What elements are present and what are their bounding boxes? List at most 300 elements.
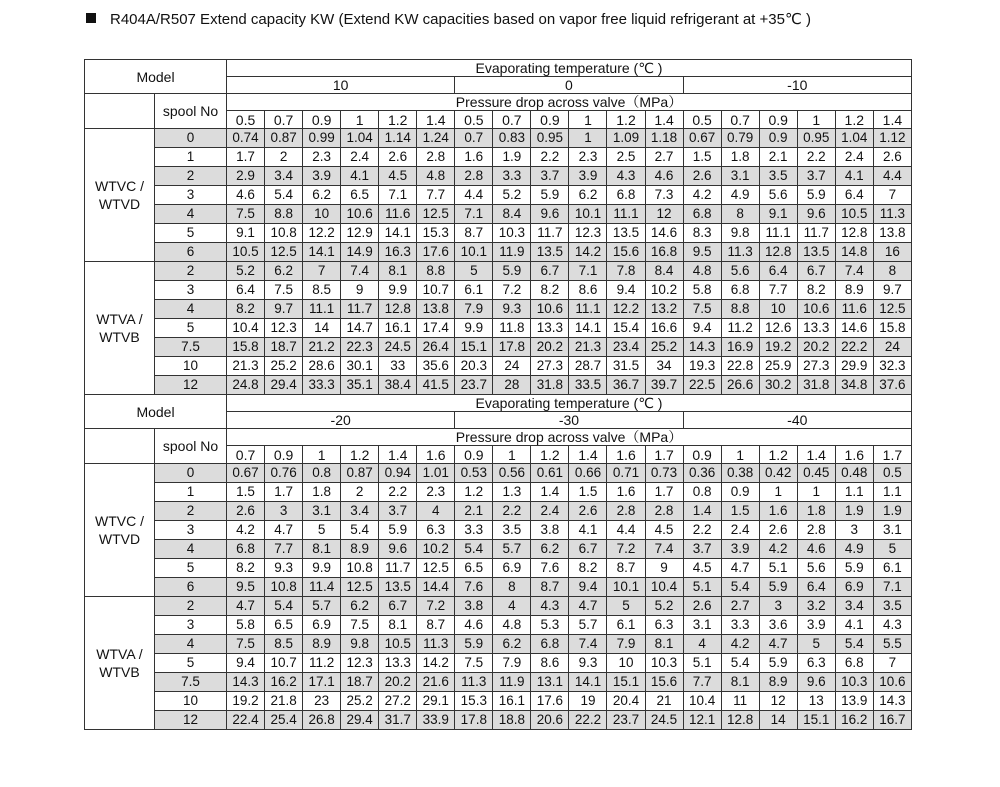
spool-number: 4 <box>155 635 227 654</box>
capacity-value: 2.7 <box>721 597 759 616</box>
capacity-value: 4.3 <box>607 167 645 186</box>
capacity-value: 1.1 <box>835 483 873 502</box>
capacity-value: 19.2 <box>759 338 797 357</box>
capacity-value: 23.7 <box>607 711 645 730</box>
capacity-value: 5.4 <box>835 635 873 654</box>
capacity-value: 9.4 <box>683 319 721 338</box>
capacity-value: 4.6 <box>645 167 683 186</box>
capacity-value: 10.2 <box>645 281 683 300</box>
pressure-value: 0.7 <box>227 446 265 464</box>
capacity-value: 10.1 <box>455 243 493 262</box>
capacity-value: 0.53 <box>455 464 493 483</box>
blank-cell <box>85 94 155 129</box>
capacity-value: 1.14 <box>379 129 417 148</box>
capacity-value: 7.8 <box>607 262 645 281</box>
evap-temp-value: 0 <box>455 77 683 94</box>
spool-number: 12 <box>155 711 227 730</box>
capacity-value: 2.3 <box>569 148 607 167</box>
capacity-value: 0.8 <box>303 464 341 483</box>
capacity-value: 7.6 <box>455 578 493 597</box>
capacity-value: 7.1 <box>873 578 911 597</box>
capacity-value: 11.1 <box>569 300 607 319</box>
pressure-value: 1.4 <box>645 111 683 129</box>
pressure-value: 1 <box>569 111 607 129</box>
capacity-value: 1.7 <box>645 483 683 502</box>
capacity-value: 24.5 <box>379 338 417 357</box>
capacity-value: 5.7 <box>493 540 531 559</box>
header-row-pressure <box>85 94 912 111</box>
capacity-value: 9.6 <box>379 540 417 559</box>
capacity-value: 11.4 <box>303 578 341 597</box>
capacity-value: 4.7 <box>265 521 303 540</box>
capacity-value: 0.76 <box>265 464 303 483</box>
pressure-value: 1.6 <box>417 446 455 464</box>
capacity-value: 12.5 <box>265 243 303 262</box>
capacity-value: 22.5 <box>683 376 721 395</box>
capacity-value: 41.5 <box>417 376 455 395</box>
capacity-value: 8.2 <box>797 281 835 300</box>
pressure-value: 0.9 <box>265 446 303 464</box>
capacity-value: 8.6 <box>569 281 607 300</box>
capacity-value: 8.4 <box>645 262 683 281</box>
capacity-value: 9.1 <box>227 224 265 243</box>
pressure-value: 1 <box>341 111 379 129</box>
capacity-value: 8.8 <box>721 300 759 319</box>
capacity-value: 7.7 <box>265 540 303 559</box>
capacity-value: 1.7 <box>265 483 303 502</box>
capacity-value: 3.8 <box>455 597 493 616</box>
capacity-value: 4.1 <box>569 521 607 540</box>
capacity-value: 9 <box>341 281 379 300</box>
capacity-value: 0.42 <box>759 464 797 483</box>
spool-number: 10 <box>155 357 227 376</box>
capacity-value: 17.4 <box>417 319 455 338</box>
capacity-value: 16.8 <box>645 243 683 262</box>
model-group-label: WTVC / WTVD <box>85 464 155 597</box>
capacity-value: 27.3 <box>797 357 835 376</box>
capacity-value: 4.7 <box>227 597 265 616</box>
pressure-value: 1.2 <box>759 446 797 464</box>
capacity-value: 5.2 <box>493 186 531 205</box>
capacity-value: 32.3 <box>873 357 911 376</box>
capacity-value: 5.1 <box>683 654 721 673</box>
capacity-value: 33.5 <box>569 376 607 395</box>
capacity-value: 2.5 <box>607 148 645 167</box>
capacity-value: 0.73 <box>645 464 683 483</box>
capacity-value: 10.8 <box>265 224 303 243</box>
capacity-value: 10.4 <box>683 692 721 711</box>
capacity-value: 17.1 <box>303 673 341 692</box>
capacity-value: 2.2 <box>379 483 417 502</box>
capacity-value: 11.6 <box>835 300 873 319</box>
pressure-value: 0.7 <box>265 111 303 129</box>
capacity-value: 3.1 <box>721 167 759 186</box>
capacity-value: 25.2 <box>645 338 683 357</box>
capacity-value: 3.7 <box>797 167 835 186</box>
capacity-value: 6.3 <box>645 616 683 635</box>
capacity-value: 14.3 <box>683 338 721 357</box>
capacity-value: 9.7 <box>873 281 911 300</box>
capacity-value: 13.5 <box>797 243 835 262</box>
pressure-value: 1.4 <box>379 446 417 464</box>
capacity-value: 3.3 <box>721 616 759 635</box>
capacity-value: 14 <box>759 711 797 730</box>
capacity-value: 11.9 <box>493 243 531 262</box>
capacity-value: 8.4 <box>493 205 531 224</box>
capacity-value: 0.67 <box>683 129 721 148</box>
capacity-value: 9 <box>645 559 683 578</box>
capacity-value: 10.8 <box>341 559 379 578</box>
capacity-value: 1.6 <box>759 502 797 521</box>
capacity-value: 5.4 <box>721 578 759 597</box>
capacity-value: 4.7 <box>759 635 797 654</box>
capacity-value: 2.8 <box>607 502 645 521</box>
spool-number: 4 <box>155 205 227 224</box>
spool-number: 4 <box>155 300 227 319</box>
capacity-value: 33.3 <box>303 376 341 395</box>
spool-number: 2 <box>155 597 227 616</box>
capacity-value: 0.36 <box>683 464 721 483</box>
capacity-value: 5 <box>873 540 911 559</box>
capacity-value: 7.7 <box>683 673 721 692</box>
capacity-value: 5.4 <box>265 597 303 616</box>
capacity-value: 11 <box>721 692 759 711</box>
pressure-value: 0.5 <box>227 111 265 129</box>
table-row <box>85 654 912 673</box>
spool-number: 3 <box>155 281 227 300</box>
capacity-value: 26.4 <box>417 338 455 357</box>
capacity-value: 25.2 <box>341 692 379 711</box>
capacity-value: 11.7 <box>341 300 379 319</box>
capacity-value: 10.7 <box>417 281 455 300</box>
pressure-value: 1.4 <box>873 111 911 129</box>
capacity-value: 5.9 <box>759 578 797 597</box>
capacity-value: 0.94 <box>379 464 417 483</box>
capacity-value: 3.4 <box>835 597 873 616</box>
capacity-value: 4 <box>683 635 721 654</box>
pressure-value: 1.4 <box>417 111 455 129</box>
capacity-value: 6.8 <box>683 205 721 224</box>
capacity-value: 9.6 <box>797 673 835 692</box>
capacity-value: 16.2 <box>835 711 873 730</box>
capacity-value: 0.87 <box>341 464 379 483</box>
pressure-value: 1.4 <box>797 446 835 464</box>
capacity-value: 6.2 <box>493 635 531 654</box>
capacity-value: 10.3 <box>645 654 683 673</box>
pressure-value: 0.9 <box>683 446 721 464</box>
capacity-value: 8.5 <box>303 281 341 300</box>
capacity-value: 1 <box>759 483 797 502</box>
capacity-value: 4.6 <box>797 540 835 559</box>
capacity-value: 5.9 <box>835 559 873 578</box>
capacity-value: 3.5 <box>759 167 797 186</box>
capacity-value: 9.3 <box>265 559 303 578</box>
table-row <box>85 300 912 319</box>
capacity-value: 7.4 <box>835 262 873 281</box>
evap-temp-value: -40 <box>683 412 911 429</box>
capacity-value: 12.5 <box>341 578 379 597</box>
capacity-value: 7.4 <box>569 635 607 654</box>
capacity-value: 10.6 <box>531 300 569 319</box>
model-group-label: WTVA / WTVB <box>85 262 155 395</box>
capacity-value: 6.4 <box>835 186 873 205</box>
capacity-value: 0.9 <box>759 129 797 148</box>
capacity-value: 21.8 <box>265 692 303 711</box>
evap-temp-value: -30 <box>455 412 683 429</box>
capacity-value: 22.8 <box>721 357 759 376</box>
capacity-value: 6.8 <box>721 281 759 300</box>
capacity-value: 2.4 <box>531 502 569 521</box>
capacity-value: 2.3 <box>303 148 341 167</box>
capacity-value: 30.1 <box>341 357 379 376</box>
pressure-value: 1.2 <box>607 111 645 129</box>
capacity-value: 10 <box>303 205 341 224</box>
capacity-value: 15.1 <box>455 338 493 357</box>
capacity-value: 13.3 <box>531 319 569 338</box>
capacity-value: 21 <box>645 692 683 711</box>
capacity-value: 6.2 <box>341 597 379 616</box>
capacity-value: 29.1 <box>417 692 455 711</box>
capacity-value: 5.6 <box>797 559 835 578</box>
pressure-value: 1 <box>493 446 531 464</box>
capacity-value: 13 <box>797 692 835 711</box>
capacity-value: 11.3 <box>721 243 759 262</box>
capacity-value: 6.7 <box>797 262 835 281</box>
table-row <box>85 167 912 186</box>
spool-no-header: spool No <box>155 94 227 129</box>
capacity-value: 2.1 <box>759 148 797 167</box>
capacity-value: 25.4 <box>265 711 303 730</box>
capacity-value: 4.6 <box>227 186 265 205</box>
capacity-value: 10.6 <box>797 300 835 319</box>
capacity-value: 5.8 <box>227 616 265 635</box>
capacity-value: 2.8 <box>645 502 683 521</box>
capacity-value: 2.4 <box>341 148 379 167</box>
capacity-value: 28.7 <box>569 357 607 376</box>
spool-number: 0 <box>155 129 227 148</box>
capacity-value: 7.9 <box>607 635 645 654</box>
capacity-value: 3 <box>835 521 873 540</box>
capacity-value: 3.4 <box>341 502 379 521</box>
capacity-value: 0.83 <box>493 129 531 148</box>
capacity-value: 16.2 <box>265 673 303 692</box>
capacity-value: 7.5 <box>265 281 303 300</box>
capacity-value: 14.6 <box>645 224 683 243</box>
capacity-value: 2.4 <box>835 148 873 167</box>
table-row <box>85 281 912 300</box>
spool-number: 0 <box>155 464 227 483</box>
capacity-value: 7 <box>303 262 341 281</box>
spool-number: 3 <box>155 521 227 540</box>
capacity-value: 2.1 <box>455 502 493 521</box>
capacity-value: 11.1 <box>303 300 341 319</box>
pressure-value: 0.5 <box>455 111 493 129</box>
capacity-value: 1.3 <box>493 483 531 502</box>
capacity-value: 8.1 <box>645 635 683 654</box>
capacity-value: 11.9 <box>493 673 531 692</box>
capacity-value: 8.3 <box>683 224 721 243</box>
table-row <box>85 319 912 338</box>
model-group-label: WTVA / WTVB <box>85 597 155 730</box>
capacity-value: 4.7 <box>721 559 759 578</box>
capacity-value: 6.3 <box>797 654 835 673</box>
capacity-value: 2.6 <box>683 167 721 186</box>
capacity-value: 9.3 <box>493 300 531 319</box>
capacity-value: 7.7 <box>759 281 797 300</box>
pressure-value: 0.9 <box>759 111 797 129</box>
capacity-value: 11.8 <box>493 319 531 338</box>
capacity-value: 4.9 <box>721 186 759 205</box>
capacity-value: 0.5 <box>873 464 911 483</box>
capacity-value: 1.5 <box>227 483 265 502</box>
capacity-value: 10.7 <box>265 654 303 673</box>
spool-number: 10 <box>155 692 227 711</box>
capacity-value: 1.24 <box>417 129 455 148</box>
capacity-value: 23.4 <box>607 338 645 357</box>
capacity-value: 7.5 <box>227 635 265 654</box>
capacity-value: 7.1 <box>379 186 417 205</box>
capacity-value: 7 <box>873 186 911 205</box>
capacity-value: 15.1 <box>607 673 645 692</box>
spool-number: 3 <box>155 616 227 635</box>
pressure-value: 0.9 <box>303 111 341 129</box>
capacity-value: 8.1 <box>303 540 341 559</box>
capacity-value: 19.3 <box>683 357 721 376</box>
evap-temp-header: Evaporating temperature (℃ ) <box>227 395 912 412</box>
capacity-value: 35.6 <box>417 357 455 376</box>
capacity-value: 26.8 <box>303 711 341 730</box>
capacity-value: 4.4 <box>873 167 911 186</box>
capacity-value: 3.6 <box>759 616 797 635</box>
spool-number: 7.5 <box>155 673 227 692</box>
capacity-value: 5.4 <box>265 186 303 205</box>
capacity-value: 1.01 <box>417 464 455 483</box>
capacity-value: 8.7 <box>455 224 493 243</box>
capacity-value: 19 <box>569 692 607 711</box>
capacity-value: 6.9 <box>835 578 873 597</box>
capacity-value: 9.7 <box>265 300 303 319</box>
capacity-value: 1.9 <box>835 502 873 521</box>
capacity-value: 38.4 <box>379 376 417 395</box>
evap-temp-value: -10 <box>683 77 911 94</box>
pressure-value: 1.6 <box>607 446 645 464</box>
pressure-value: 1 <box>797 111 835 129</box>
capacity-value: 0.95 <box>797 129 835 148</box>
table-row <box>85 711 912 730</box>
pressure-value: 1.2 <box>531 446 569 464</box>
capacity-value: 5.2 <box>645 597 683 616</box>
capacity-value: 5.5 <box>873 635 911 654</box>
capacity-value: 6.2 <box>265 262 303 281</box>
capacity-value: 36.7 <box>607 376 645 395</box>
capacity-value: 6.5 <box>265 616 303 635</box>
capacity-value: 5.7 <box>303 597 341 616</box>
capacity-value: 5 <box>455 262 493 281</box>
capacity-value: 12.2 <box>303 224 341 243</box>
capacity-value: 7.1 <box>455 205 493 224</box>
capacity-value: 14.3 <box>227 673 265 692</box>
capacity-value: 18.8 <box>493 711 531 730</box>
capacity-value: 0.87 <box>265 129 303 148</box>
capacity-value: 12.8 <box>379 300 417 319</box>
capacity-value: 0.66 <box>569 464 607 483</box>
capacity-value: 27.2 <box>379 692 417 711</box>
capacity-value: 23 <box>303 692 341 711</box>
capacity-value: 3.7 <box>683 540 721 559</box>
capacity-value: 8.8 <box>417 262 455 281</box>
capacity-value: 4.8 <box>417 167 455 186</box>
capacity-value: 22.4 <box>227 711 265 730</box>
capacity-value: 5.6 <box>721 262 759 281</box>
capacity-value: 1 <box>797 483 835 502</box>
capacity-value: 15.8 <box>227 338 265 357</box>
pressure-value: 0.9 <box>531 111 569 129</box>
capacity-value: 13.5 <box>379 578 417 597</box>
capacity-value: 3.2 <box>797 597 835 616</box>
capacity-value: 13.5 <box>607 224 645 243</box>
capacity-value: 2.4 <box>721 521 759 540</box>
capacity-value: 5 <box>303 521 341 540</box>
capacity-value: 4.1 <box>835 167 873 186</box>
pressure-value: 1.7 <box>645 446 683 464</box>
capacity-value: 14.8 <box>835 243 873 262</box>
capacity-value: 11.1 <box>607 205 645 224</box>
capacity-value: 5 <box>607 597 645 616</box>
capacity-value: 22.2 <box>569 711 607 730</box>
capacity-value: 14.6 <box>835 319 873 338</box>
capacity-value: 1.6 <box>455 148 493 167</box>
capacity-value: 9.8 <box>721 224 759 243</box>
capacity-value: 12.2 <box>607 300 645 319</box>
capacity-value: 1.5 <box>569 483 607 502</box>
capacity-value: 4.5 <box>645 521 683 540</box>
pressure-value: 1.2 <box>379 111 417 129</box>
capacity-value: 4.7 <box>569 597 607 616</box>
capacity-value: 3.4 <box>265 167 303 186</box>
capacity-value: 27.3 <box>531 357 569 376</box>
capacity-value: 7.6 <box>531 559 569 578</box>
table-row <box>85 521 912 540</box>
model-group-label: WTVC / WTVD <box>85 129 155 262</box>
capacity-value: 6.5 <box>341 186 379 205</box>
capacity-value: 4.3 <box>531 597 569 616</box>
capacity-value: 6.1 <box>873 559 911 578</box>
table-row <box>85 616 912 635</box>
capacity-value: 0.48 <box>835 464 873 483</box>
capacity-value: 9.4 <box>569 578 607 597</box>
table-row <box>85 464 912 483</box>
table-row <box>85 578 912 597</box>
capacity-value: 31.5 <box>607 357 645 376</box>
capacity-value: 4.4 <box>455 186 493 205</box>
pressure-value: 0.9 <box>455 446 493 464</box>
capacity-value: 10.1 <box>569 205 607 224</box>
header-row-evap <box>85 395 912 412</box>
capacity-value: 12.9 <box>341 224 379 243</box>
capacity-value: 12.8 <box>759 243 797 262</box>
capacity-value: 17.6 <box>417 243 455 262</box>
capacity-value: 3.8 <box>531 521 569 540</box>
capacity-value: 6.9 <box>303 616 341 635</box>
pressure-value: 0.5 <box>683 111 721 129</box>
capacity-value: 1.12 <box>873 129 911 148</box>
capacity-value: 7.9 <box>493 654 531 673</box>
capacity-value: 4.2 <box>721 635 759 654</box>
table-row <box>85 243 912 262</box>
capacity-value: 9.6 <box>797 205 835 224</box>
capacity-value: 2.2 <box>531 148 569 167</box>
capacity-value: 18.7 <box>341 673 379 692</box>
